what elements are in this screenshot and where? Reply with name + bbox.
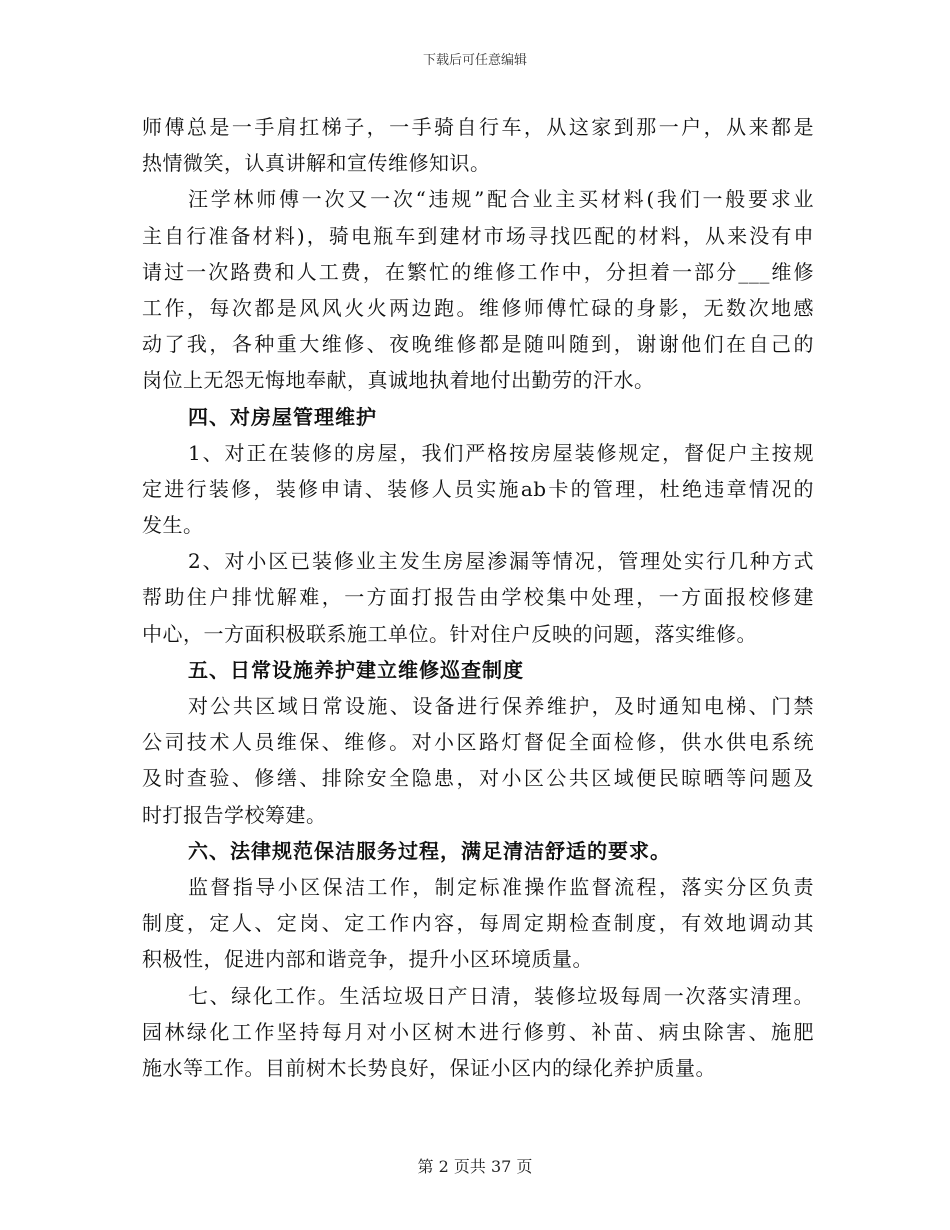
text-line: 1、对正在装修的房屋，我们严格按房屋装修规定，督促户主按规 — [188, 440, 814, 465]
text-line: 定进行装修，装修申请、装修人员实施ab卡的管理，杜绝违章情况的 — [142, 476, 814, 501]
section-heading: 五、日常设施养护建立维修巡查制度 — [188, 657, 524, 682]
text-line: 发生。 — [142, 513, 204, 538]
text-line: 中心，一方面积极联系施工单位。针对住户反映的问题，落实维修。 — [142, 621, 757, 646]
text-line: 请过一次路费和人工费，在繁忙的维修工作中，分担着一部分___维修 — [142, 259, 814, 284]
text-line: 对公共区域日常设施、设备进行保养维护，及时通知电梯、门禁 — [188, 694, 814, 718]
text-line: 七、绿化工作。生活垃圾日产日清，装修垃圾每周一次落实清理。 — [188, 983, 814, 1008]
text-line: 及时查验、修缮、排除安全隐患，对小区公共区域便民晾晒等问题及 — [142, 766, 814, 791]
section-heading: 四、对房屋管理维护 — [188, 404, 377, 429]
text-line: 制度，定人、定岗、定工作内容，每周定期检查制度，有效地调动其 — [142, 911, 814, 936]
document-body — [142, 109, 814, 1086]
page-header: 下载后可任意编辑 — [422, 53, 527, 68]
text-line: 积极性，促进内部和谐竞争，提升小区环境质量。 — [142, 947, 593, 972]
text-line: 施水等工作。目前树木长势良好，保证小区内的绿化养护质量。 — [142, 1055, 716, 1080]
text-line: 师傅总是一手肩扛梯子，一手骑自行车，从这家到那一户，从来都是 — [142, 115, 814, 139]
text-line: 2、对小区已装修业主发生房屋渗漏等情况，管理处实行几种方式 — [188, 549, 814, 574]
text-line: 公司技术人员维保、维修。对小区路灯督促全面检修，供水供电系统 — [142, 730, 814, 755]
page-footer: 第 2 页共 37 页 — [417, 1157, 533, 1176]
text-line: 主自行准备材料)，骑电瓶车到建材市场寻找匹配的材料，从来没有申 — [142, 223, 814, 248]
text-line: 监督指导小区保洁工作，制定标准操作监督流程，落实分区负责 — [188, 874, 814, 899]
text-line: 汪学林师傅一次又一次“违规”配合业主买材料(我们一般要求业 — [188, 187, 814, 212]
text-line: 帮助住户排忧解难，一方面打报告由学校集中处理，一方面报校修建 — [142, 585, 814, 610]
text-line: 动了我，各种重大维修、夜晚维修都是随叫随到，谢谢他们在自己的 — [142, 332, 814, 357]
text-line: 热情微笑，认真讲解和宣传维修知识。 — [142, 151, 491, 176]
text-line: 岗位上无怨无悔地奉献，真诚地执着地付出勤劳的汗水。 — [142, 368, 655, 393]
text-line: 工作，每次都是风风火火两边跑。维修师傅忙碌的身影，无数次地感 — [142, 295, 814, 320]
text-line: 时打报告学校筹建。 — [142, 802, 327, 827]
text-line: 园林绿化工作坚持每月对小区树木进行修剪、补苗、病虫除害、施肥 — [142, 1019, 814, 1044]
section-heading: 六、法律规范保洁服务过程，满足清洁舒适的要求。 — [188, 838, 671, 863]
